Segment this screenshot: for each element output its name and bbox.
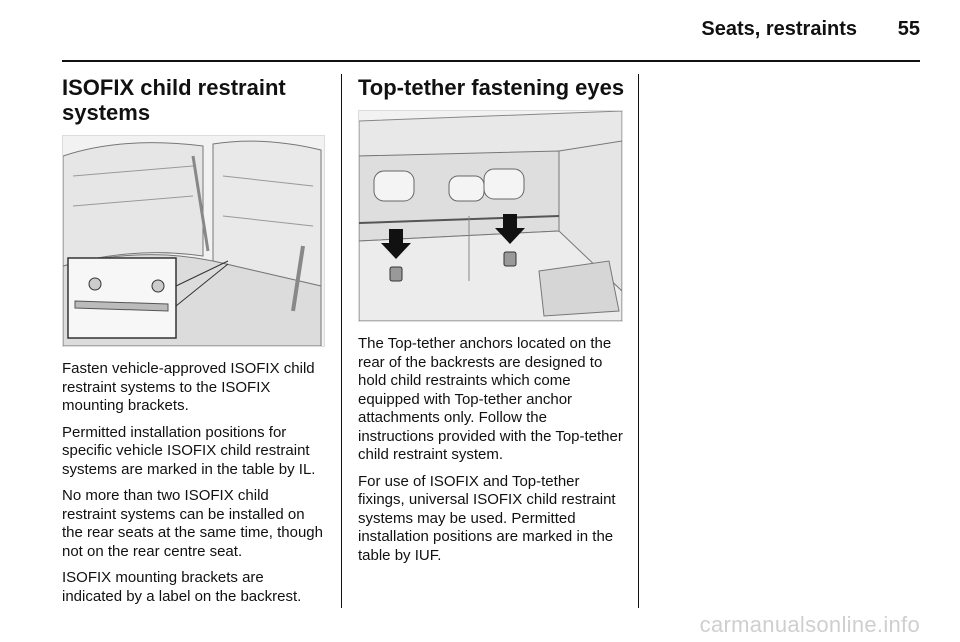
middle-paragraph-1: The Top-tether anchors located on the rear of the backrests are designed to hold child restraints which come equipped with Top-tether anchor attachments only. Follow the instructions provided with the Top-tether child restraint system. xyxy=(358,335,623,463)
column-divider-2 xyxy=(638,74,639,608)
column-divider-1 xyxy=(341,74,342,608)
header-rule xyxy=(62,60,920,62)
page-header-title: Seats, restraints xyxy=(701,18,857,40)
watermark: carmanualsonline.info xyxy=(699,612,920,637)
left-paragraph-3: No more than two ISOFIX child restraint systems can be installed on the rear seats at the same time, though not on the rear centre seat. xyxy=(62,487,323,560)
top-tether-heading: Top-tether fastening eyes xyxy=(358,75,625,100)
left-paragraph-4: ISOFIX mounting brackets are indicated by a label on the backrest. xyxy=(62,569,302,605)
top-tether-illustration xyxy=(358,110,623,322)
middle-column xyxy=(358,75,626,573)
isofix-seat-illustration xyxy=(62,135,325,347)
left-column xyxy=(62,75,327,614)
left-paragraph-1: Fasten vehicle-approved ISOFIX child restraint systems to the ISOFIX mounting brackets. xyxy=(62,360,315,414)
left-paragraph-2: Permitted installation positions for specific vehicle ISOFIX child restraint systems are marked in the table by IL. xyxy=(62,423,316,478)
isofix-heading: ISOFIX child restraint systems xyxy=(62,75,286,125)
middle-paragraph-2: For use of ISOFIX and Top-tether fixings, universal ISOFIX child restraint systems may be used. Permitted installation positions are marked in the table by IUF. xyxy=(358,472,616,564)
page-number: 55 xyxy=(897,18,920,40)
